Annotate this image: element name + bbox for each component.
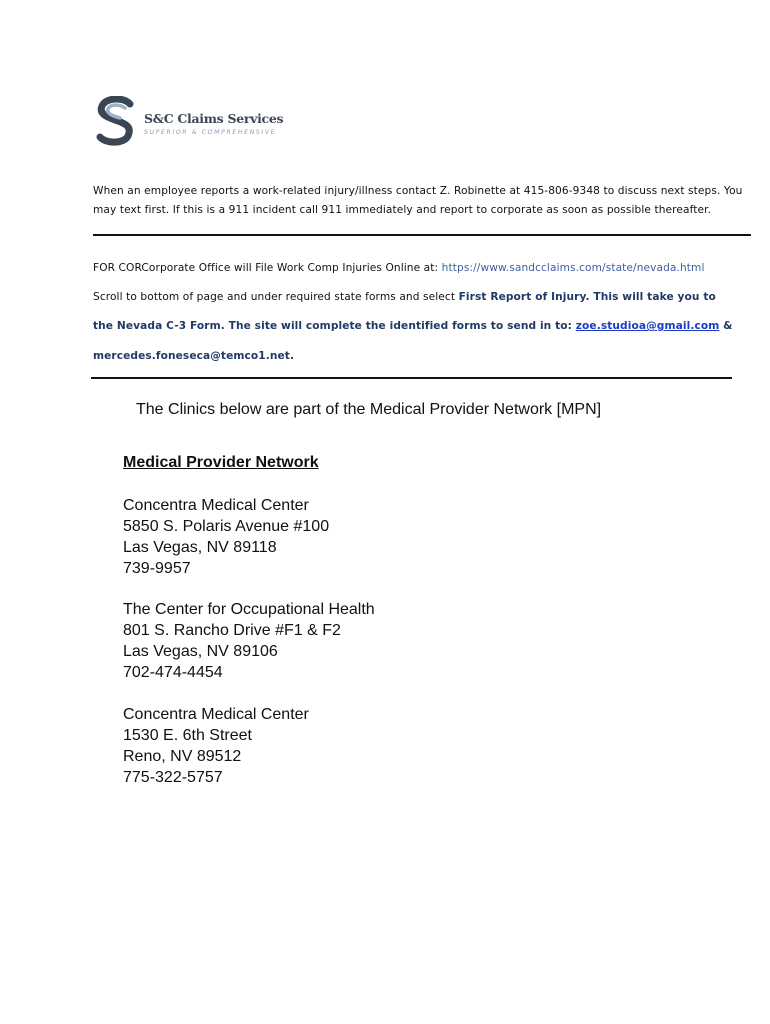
clinic-name: The Center for Occupational Health: [123, 601, 375, 618]
clinic-street: 1530 E. 6th Street: [123, 727, 252, 744]
logo-tagline: SUPERIOR & COMPREHENSIVE: [144, 129, 277, 136]
clinic-block: [123, 495, 329, 579]
corporate-prefix: FOR CORCorporate Office will File Work Comp Injuries Online at:: [93, 262, 442, 274]
clinic-street: 801 S. Rancho Drive #F1 & F2: [123, 622, 341, 639]
form-instruction-line: [93, 320, 732, 332]
first-report-text: First Report of Injury. This will take you to: [458, 291, 716, 303]
divider-bottom: [91, 377, 732, 379]
clinic-phone: 702-474-4454: [123, 664, 223, 681]
email-link-zoe[interactable]: zoe.studioa@gmail.com: [575, 320, 720, 332]
email-line-2: [93, 350, 294, 362]
clinic-block: [123, 704, 309, 788]
clinic-block: [123, 599, 375, 683]
scroll-instruction-line: [93, 291, 716, 303]
company-logo: [94, 96, 294, 150]
clinic-name: Concentra Medical Center: [123, 497, 309, 514]
clinic-city: Las Vegas, NV 89118: [123, 539, 277, 556]
ampersand: &: [719, 320, 733, 332]
nevada-claims-url[interactable]: https://www.sandcclaims.com/state/nevada.html: [441, 262, 705, 274]
clinic-city: Reno, NV 89512: [123, 748, 242, 765]
injury-notice-text: When an employee reports a work-related injury/illness contact Z. Robinette at 415-806-9348 to discuss next steps. You may text first. If this is a 911 incident call 911 immediately and report to corporate as soon as possible thereafter.: [93, 185, 743, 216]
sc-logo-icon: [94, 96, 140, 146]
clinic-phone: 739-9957: [123, 560, 191, 577]
form-text: the Nevada C-3 Form. The site will complete the identified forms to send in to:: [93, 320, 576, 332]
scroll-text: Scroll to bottom of page and under required state forms and select: [93, 291, 459, 303]
clinic-street: 5850 S. Polaris Avenue #100: [123, 518, 330, 535]
email-mercedes: mercedes.foneseca@temco1.net.: [93, 350, 295, 362]
clinic-name: Concentra Medical Center: [123, 706, 309, 723]
clinic-city: Las Vegas, NV 89106: [123, 643, 278, 660]
mpn-intro: The Clinics below are part of the Medical Provider Network [MPN]: [136, 401, 602, 418]
divider-top: [93, 234, 751, 236]
mpn-heading: Medical Provider Network: [123, 454, 319, 471]
logo-company-name: S&C Claims Services: [144, 111, 284, 126]
corporate-online-line: [93, 262, 705, 274]
clinic-phone: 775-322-5757: [123, 769, 223, 786]
